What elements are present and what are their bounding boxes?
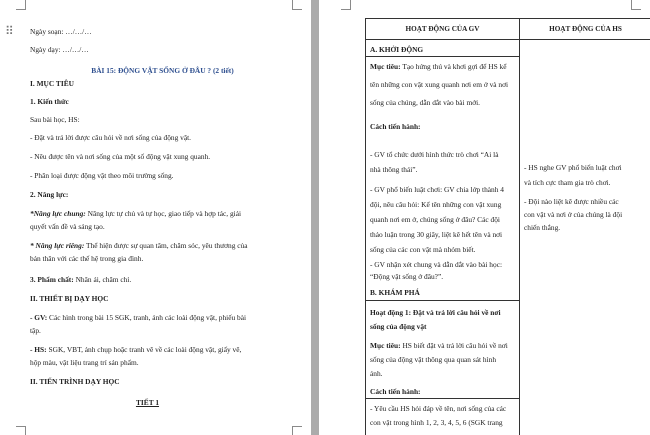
divider [366,398,519,399]
general-competence-label: *Năng lực chung: [30,209,86,218]
table-header-row [366,19,650,40]
student-line: con vật và nơi ở của chúng là đội [524,210,623,219]
header-teacher-activity: HOẠT ĐỘNG CỦA GV [366,19,520,40]
knowledge-item: - Đặt và trả lời được câu hỏi về nơi sống của động vật. [30,133,192,142]
crop-mark [631,0,641,10]
qualities-line [30,275,131,284]
qualities-label: 3. Phẩm chất: [30,275,74,284]
objective-line [370,62,507,71]
general-competence-line [30,209,241,218]
step-line: nhà thông thái”. [370,165,418,174]
objective-label: Mục tiêu: [370,341,401,350]
teacher-equipment-cont: tập. [30,326,41,335]
section-heading-objectives: I. MỤC TIÊU [30,79,75,88]
crop-mark [16,0,26,10]
knowledge-intro: Sau bài học, HS: [30,115,80,124]
objective-line [370,341,508,350]
step-line: thảo luận trong 30 giây, liệt kê hết tên và nơi [370,230,503,239]
step-line: con vật trong hình 1, 2, 3, 4, 5, 6 (SGK trang [370,418,503,427]
objective-text: Tạo hứng thú và khơi gợi để HS kể [402,62,507,71]
date-prepared: Ngày soạn: …/…/… [30,27,92,36]
student-equipment-cont: hộp màu, vật liệu trang trí sản phẩm. [30,358,139,367]
general-competence-cont: quyết vấn đề và sáng tạo. [30,222,105,231]
crop-mark [341,0,351,10]
objective-cont: tên những con vật xung quanh nơi em ở và nơi [370,80,509,89]
period-heading: TIẾT 1 [135,398,160,407]
teacher-label: - GV: [30,313,48,322]
objective-label: Mục tiêu: [370,62,401,71]
specific-competence-line [30,241,248,250]
step-line: - GV phổ biến luật chơi: GV chia lớp thành 4 [370,185,504,194]
step-line: sống của các con vật mà nhóm biết. [370,245,476,254]
procedure-label: Cách tiến hành: [370,122,421,131]
student-line: và tích cực tham gia trò chơi. [524,178,611,187]
lesson-title: BÀI 15: ĐỘNG VẬT SỐNG Ở ĐÂU ? (2 tiết) [91,66,234,75]
divider [366,56,519,57]
objective-cont: sống của động vật thông qua quan sát hình [370,355,497,364]
table-row [366,40,650,435]
objective-cont: sống của chúng, dẫn dắt vào bài mới. [370,98,481,107]
student-label: - HS: [30,345,47,354]
heading-warmup: A. KHỞI ĐỘNG [370,45,424,54]
objective-text: HS biết đặt và trả lời câu hỏi về nơi [402,341,508,350]
knowledge-item: - Phân loại được động vật theo môi trường sống. [30,171,174,180]
objective-cont: ảnh. [370,369,383,378]
student-equipment-line [30,345,241,354]
heading-explore: B. KHÁM PHÁ [370,288,420,297]
knowledge-item: - Nêu được tên và nơi sống của một số động vật xung quanh. [30,152,211,161]
subheading-knowledge: 1. Kiến thức [30,97,69,106]
student-line: chiến thắng. [524,223,561,232]
subheading-competence: 2. Năng lực: [30,190,69,199]
step-line: - Yêu cầu HS hỏi đáp về tên, nơi sống của các [370,404,507,413]
document-page-left [0,0,311,435]
qualities-text: Nhân ái, chăm chỉ. [75,275,132,284]
activity-1-title-cont: sống của động vật [370,322,427,331]
divider [366,300,519,301]
activity-1-title: Hoạt động 1: Đặt và trả lời câu hỏi về nơi [370,308,501,317]
step-line: “Động vật sống ở đâu?”. [370,272,444,281]
procedure-label: Cách tiến hành: [370,387,421,396]
date-taught: Ngày dạy: …/…/… [30,45,89,54]
teacher-equipment-text: Các hình trong bài 15 SGK, tranh, ảnh các loài động vật, phiếu bài [49,313,247,322]
student-activity-cell[interactable] [520,40,650,435]
teacher-equipment-line [30,313,246,322]
student-line: - HS nghe GV phổ biến luật chơi [524,163,622,172]
specific-competence-label: * Năng lực riêng: [30,241,85,250]
step-line: - GV tổ chức dưới hình thức trò chơi “Ai là [370,150,499,159]
general-competence-text: Năng lực tự chủ và tự học, giao tiếp và hợp tác, giải [87,209,242,218]
step-line: - GV nhận xét chung và dẫn dắt vào bài học: [370,260,503,269]
section-heading-equipment: II. THIẾT BỊ DẠY HỌC [30,294,109,303]
student-line: - Đội nào liệt kê được nhiều các [524,197,619,206]
document-page-right [319,0,650,435]
section-heading-procedure: II. TIẾN TRÌNH DẠY HỌC [30,377,120,386]
crop-mark [16,426,26,435]
specific-competence-cont: bản thân với các thế hệ trong gia đình. [30,254,144,263]
student-equipment-text: SGK, VBT, ảnh chụp hoặc tranh vẽ về các loài động vật, giấy vẽ, [48,345,242,354]
header-student-activity: HOẠT ĐỘNG CỦA HS [520,19,650,40]
crop-mark [292,426,302,435]
step-line: quanh nơi em ở, chúng sống ở đâu? Các đội [370,215,500,224]
teacher-activity-cell[interactable] [366,40,520,435]
activity-table [365,18,650,435]
table-move-handle-icon[interactable]: ⠿ [5,24,14,38]
crop-mark [292,0,302,10]
step-line: đội, nêu câu hỏi: Kể tên những con vật xung [370,200,502,209]
specific-competence-text: Thể hiện được sự quan tâm, chăm sóc, yêu thương của [86,241,248,250]
